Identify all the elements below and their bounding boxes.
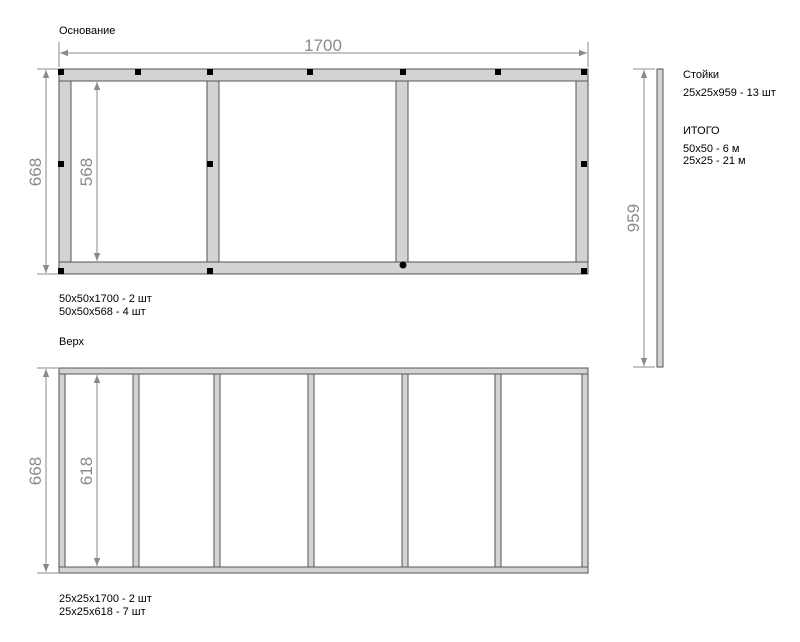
base-fastener-markers [58,69,587,274]
top-rail-top [59,368,588,374]
top-crossbar-4 [308,374,314,567]
base-frame [58,69,588,274]
totals-line-1: 50x50 - 6 м [683,143,740,155]
base-crossbar-3 [396,81,408,262]
top-height-label: 668 [26,456,45,486]
top-crossbar-7 [582,374,588,567]
top-crossbar-3 [214,374,220,567]
top-crossbar-2 [133,374,139,567]
post-profile [657,69,663,367]
top-crossbar-1 [59,374,65,567]
base-crossbar-2 [207,81,219,262]
top-crossbar-6 [495,374,501,567]
base-crossbar-1 [59,81,71,262]
base-rail-bottom [59,262,588,274]
posts-title: Стойки [683,69,720,81]
top-crossbar-5 [402,374,408,567]
top-inner-label: 618 [77,456,96,486]
base-title: Основание [59,25,116,37]
post-height-label: 959 [624,203,643,233]
posts-spec: 25x25x959 - 13 шт [683,87,776,99]
totals-line-2: 25x25 - 21 м [683,155,746,167]
base-width-label: 1700 [304,36,342,55]
base-note-2: 50x50x568 - 4 шт [59,306,146,318]
top-note-2: 25x25x618 - 7 шт [59,606,146,618]
base-crossbar-4 [576,81,588,262]
totals-title: ИТОГО [683,125,720,137]
top-rail-bottom [59,567,588,573]
base-height-label: 668 [26,157,45,187]
top-title: Верх [59,336,84,348]
base-note-1: 50x50x1700 - 2 шт [59,293,152,305]
top-note-1: 25x25x1700 - 2 шт [59,593,152,605]
base-inner-label: 568 [77,157,96,187]
top-frame [59,368,588,573]
